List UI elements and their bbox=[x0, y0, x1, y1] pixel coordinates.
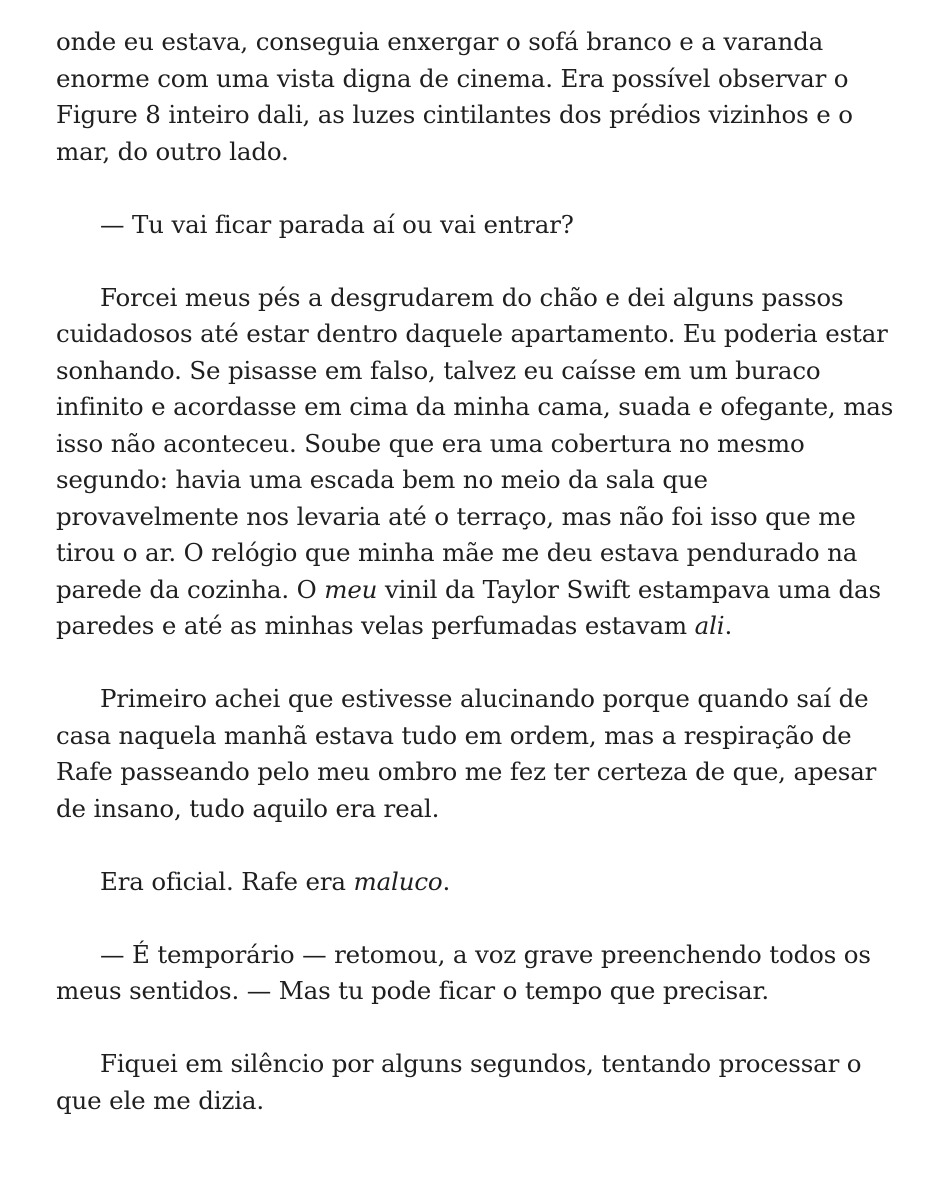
dialogue-line: — É temporário — retomou, a voz grave preenchendo todos os meus sentidos. — Mas tu pode ficar o tempo que precisar. bbox=[56, 939, 871, 1005]
paragraph bbox=[56, 937, 896, 1010]
paragraph bbox=[56, 280, 896, 645]
paragraph bbox=[56, 681, 896, 827]
text-segment: . bbox=[724, 611, 733, 640]
text-segment: . bbox=[442, 866, 451, 896]
paragraph bbox=[56, 24, 896, 170]
text-segment: onde eu estava, conseguia enxergar o sofá branco e a varanda enorme com uma vista digna de cinema. Era possível observar o Figure 8 inteiro dali, as luzes cintilantes dos prédios vizinhos e o mar, do outro lado. bbox=[56, 27, 853, 166]
document-page bbox=[56, 24, 896, 1156]
text-segment: Forcei meus pés a desgrudarem do chão e dei alguns passos cuidadosos até estar dentro daquele apartamento. Eu poderia estar sonhando. Se pisasse em falso, talvez eu caísse em um buraco infinito e acordasse em cima da minha cama, suada e ofegante, mas isso não aconteceu. Soube que era uma cobertura no mesmo segundo: havia uma escada bem no meio da sala que provavelmente nos levaria até o terraço, mas não foi isso que me tirou o ar. O relógio que minha mãe me deu estava pendurado na parede da cozinha. O bbox=[56, 282, 894, 604]
text-segment: vinil da Taylor Swift estampava uma das paredes e até as minhas velas perfumadas estavam bbox=[56, 574, 881, 640]
text-segment: Era oficial. Rafe era bbox=[100, 866, 354, 896]
text-segment: Primeiro achei que estivesse alucinando porque quando saí de casa naquela manhã estava tudo em ordem, mas a respiração de Rafe passeando pelo meu ombro me fez ter certeza de que, apesar de insano, tudo aquilo era real. bbox=[56, 684, 877, 823]
italic-text: ali bbox=[694, 611, 725, 640]
paragraph bbox=[56, 207, 896, 244]
paragraph bbox=[56, 864, 896, 901]
text-segment: Fiquei em silêncio por alguns segundos, tentando processar o que ele me dizia. bbox=[56, 1049, 862, 1115]
italic-text: maluco bbox=[353, 866, 443, 896]
paragraph bbox=[56, 1046, 896, 1119]
italic-text: meu bbox=[324, 574, 378, 604]
dialogue-line: — Tu vai ficar parada aí ou vai entrar? bbox=[100, 209, 574, 239]
